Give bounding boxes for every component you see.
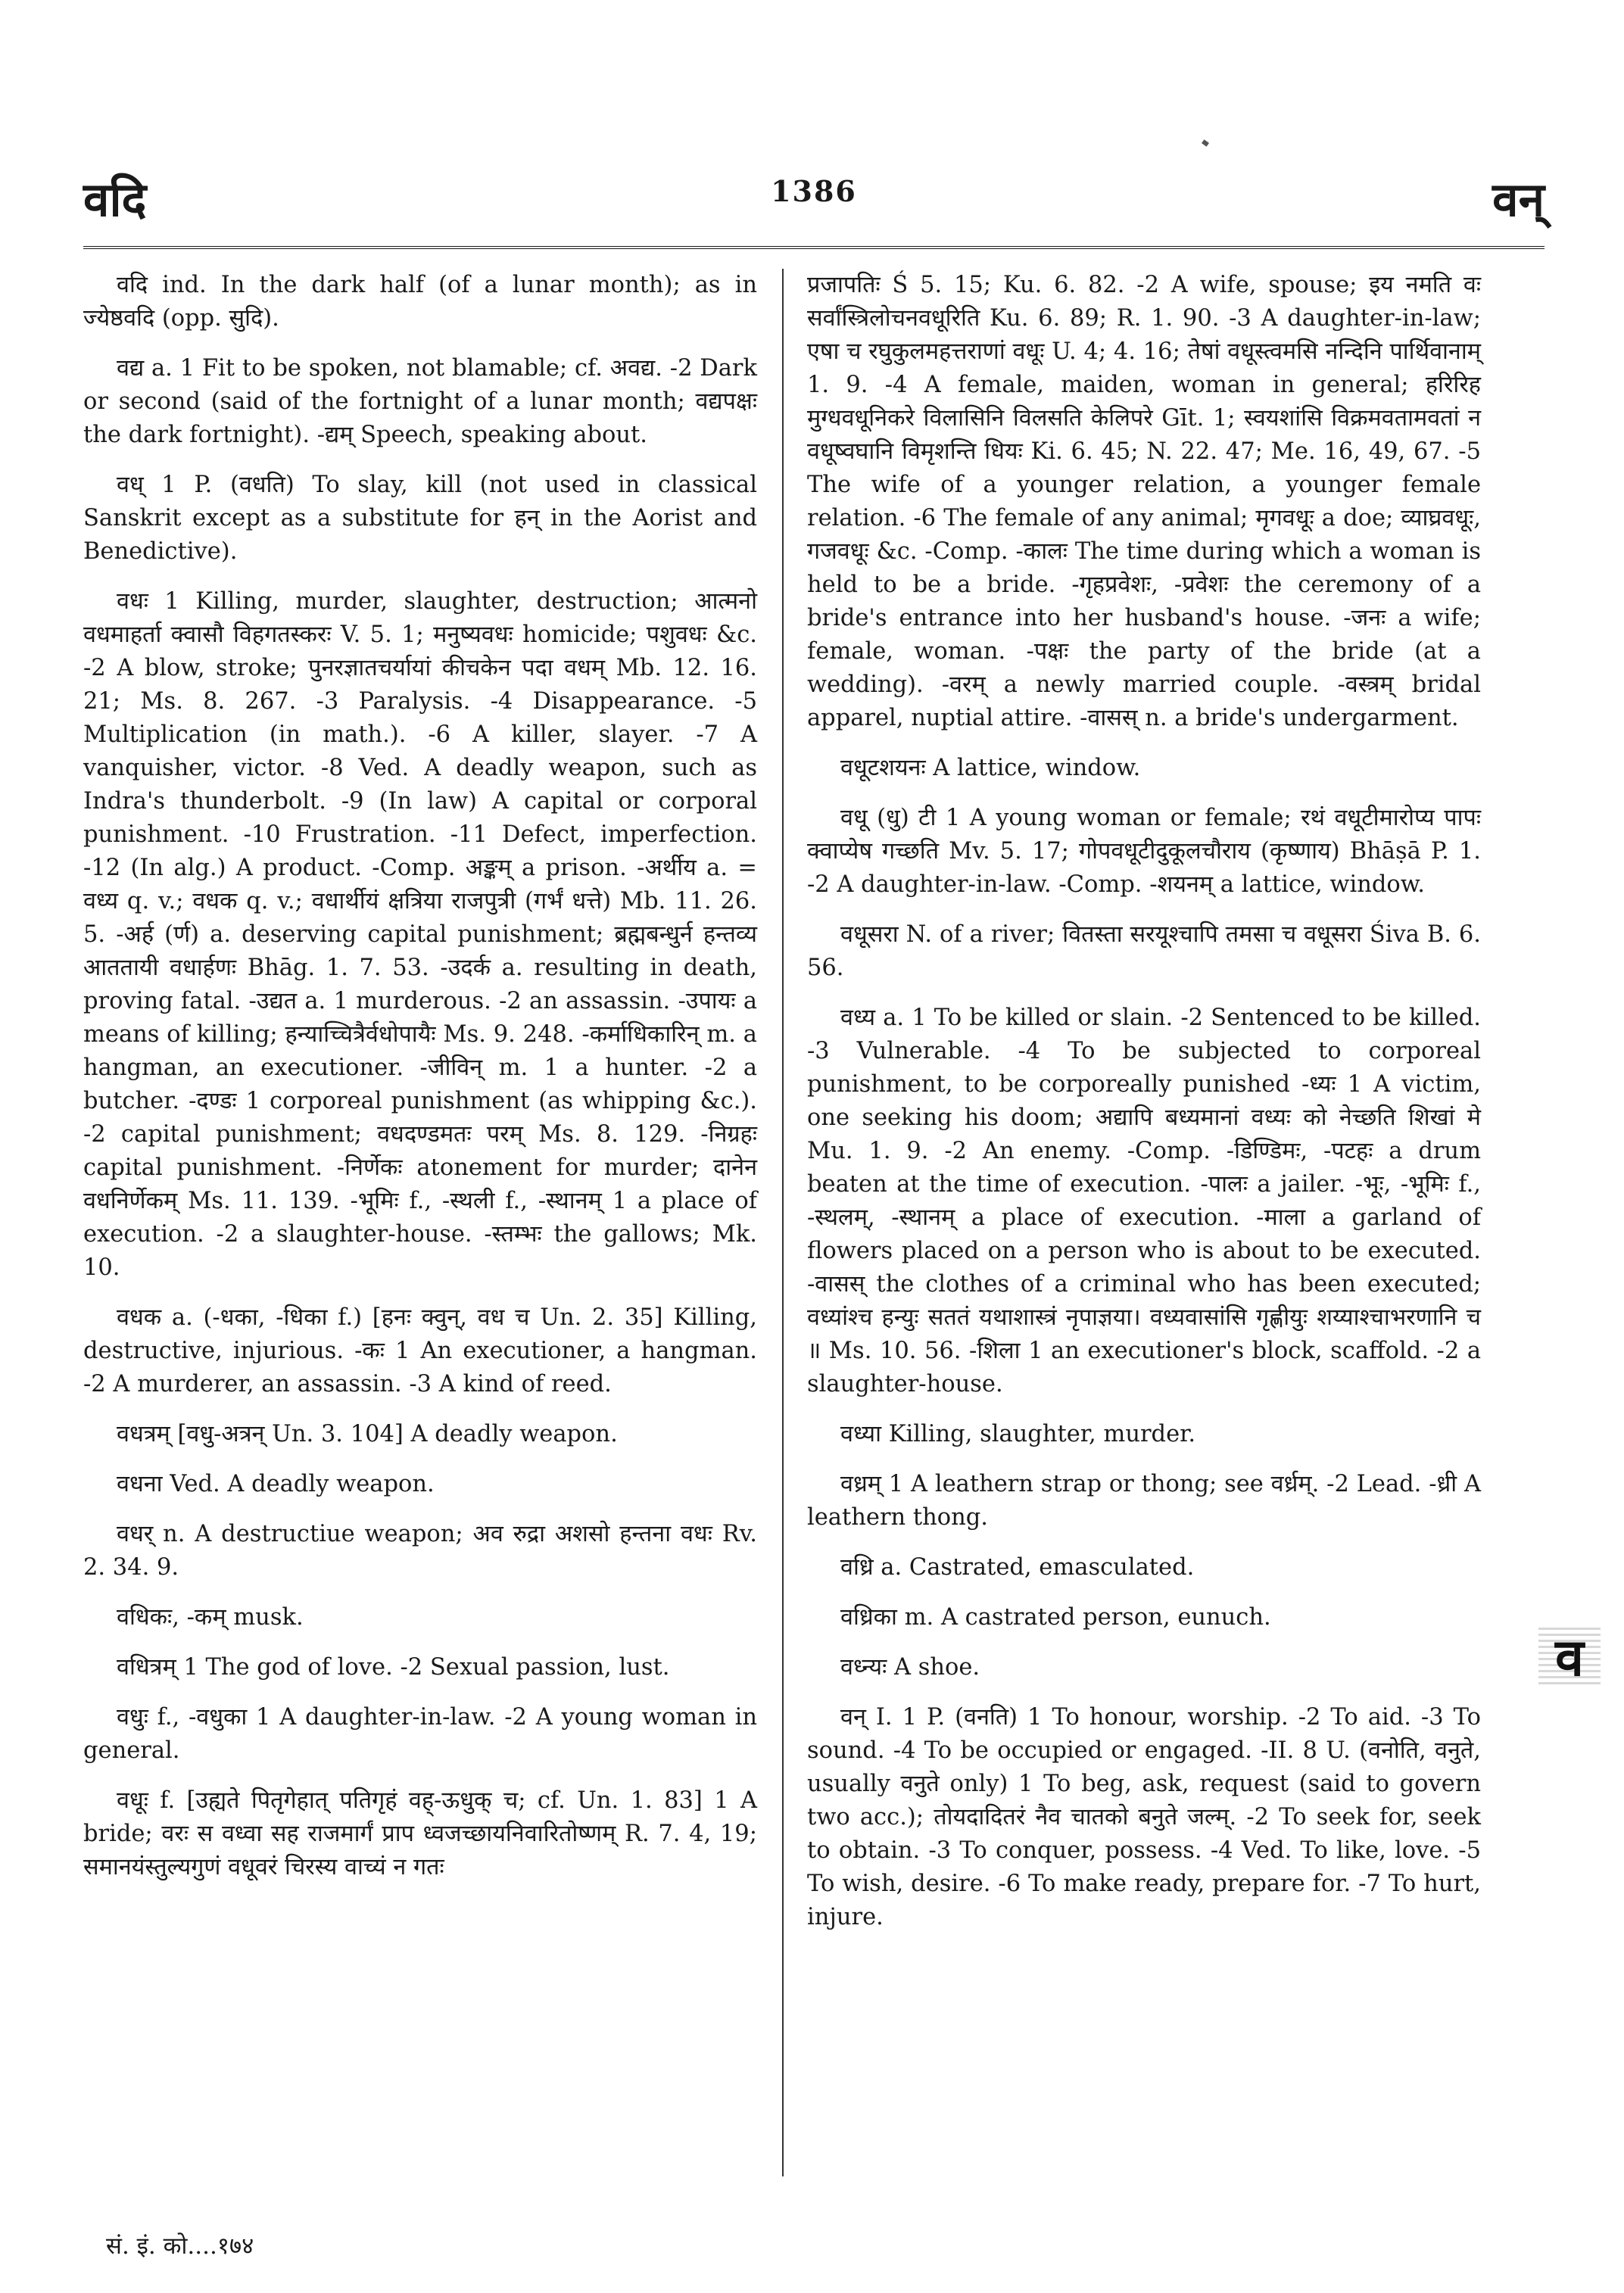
entry-vadhatram: वधत्रम् [वधु-अत्रन् Un. 3. 104] A deadly weapon. — [117, 1421, 618, 1447]
entry-vadhuu: वधूः f. [उह्यते पितृगेहात् पतिगृहं वह्-ऊधुक् च; cf. Un. 1. 83] 1 A bride; वरः स वध्वा सह राजमार्गं प्राप ध्वजच्छायनिवारितोष्णम् R. 7. 4, 19; समानयंस्तुल्यगुणं वधूवरं चिरस्य वाच्यं न गतः — [83, 1787, 757, 1880]
entry-vadi: वदि ind. In the dark half (of a lunar month); as in ज्येष्ठवदि (opp. सुदि). — [83, 272, 757, 332]
entry-vadhri: वध्रि a. Castrated, emasculated. — [840, 1554, 1195, 1581]
entry-vadh-verb: वध् 1 P. (वधति) To slay, kill (not used in classical Sanskrit except as a substitute for हन् in the Aorist and Benedictive). — [83, 472, 757, 565]
entry-vadhuu-continued: प्रजापतिः Ś 5. 15; Ku. 6. 82. -2 A wife, spouse; इय नमति वः सर्वांस्त्रिलोचनवधूरिति Ku. 6. 89; R. 1. 90. -3 A daughter-in-law; एषा च रघुकुलमहत्तराणां वधूः U. 4; 4. 16; तेषां वधूस्त्वमसि नन्दिनि पार्थिवानाम् 1. 9. -4 A female, maiden, woman in general; हरिरिह मुग्धवधूनिकरे विलासिनि विलसति केलिपरे Gīt. 1; स्वयशांसि विक्रमवतामवतां न वधूष्वघानि विमृशन्ति धियः Ki. 6. 45; N. 22. 47; Me. 16, 49, 67. -5 The wife of a younger relation, a younger female relation. -6 The female of any animal; मृगवधूः a doe; व्याघ्रवधूः, गजवधूः &c. -Comp. -कालः The time during which a woman is held to be a bride. -गृहप्रवेशः, -प्रवेशः the ceremony of a bride's entrance into her husband's house. -जनः a wife; female, woman. -पक्षः the party of the bride (at a wedding). -वरम् a newly married couple. -वस्त्रम् bridal apparel, nuptial attire. -वासस् n. a bride's undergarment. — [807, 272, 1481, 731]
entry-vadhikah: वधिकः, -कम् musk. — [117, 1604, 304, 1631]
thumb-index-tab: व — [1538, 1624, 1601, 1686]
right-running-headword: वन् — [1492, 172, 1545, 227]
entry-vadhuh: वधुः f., -वधुका 1 A daughter-in-law. -2 A young woman in general. — [83, 1704, 757, 1764]
left-running-headword: वदि — [83, 172, 147, 227]
entry-vadhaka: वधक a. (-धका, -धिका f.) [हनः क्वुन्, वध च Un. 2. 35] Killing, destructive, injurious. -कः 1 An executioner, a hangman. -2 A murderer, an assassin. -3 A kind of reed. — [83, 1304, 757, 1397]
page-number: 1386 — [771, 174, 857, 208]
entry-vadhnyah: वध्न्यः A shoe. — [840, 1654, 980, 1681]
entry-vadya: वद्य a. 1 Fit to be spoken, not blamable; cf. अवद्य. -2 Dark or second (said of the fortnight of a lunar month; वद्यपक्षः the dark fortnight). -द्यम् Speech, speaking about. — [83, 355, 757, 448]
signature-mark: सं. इं. को....१७४ — [106, 2232, 254, 2260]
entry-vadhitram: वधित्रम् 1 The god of love. -2 Sexual passion, lust. — [117, 1654, 670, 1681]
right-column — [807, 269, 1481, 2237]
entry-vadhram: वध्रम् 1 A leathern strap or thong; see वर्ध्रम्. -2 Lead. -ध्री A leathern thong. — [807, 1471, 1481, 1531]
entry-vadhah: वधः 1 Killing, murder, slaughter, destruction; आत्मनो वधमाहर्ता क्वासौ विहगतस्करः V. 5. 1; मनुष्यवधः homicide; पशुवधः &c. -2 A blow, stroke; पुनरज्ञातचर्यायां कीचकेन पदा वधम् Mb. 12. 16. 21; Ms. 8. 267. -3 Paralysis. -4 Disappearance. -5 Multiplication (in math.). -6 A killer, slayer. -7 A vanquisher, victor. -8 Ved. A deadly weapon, such as Indra's thunderbolt. -9 (In law) A capital or corporal punishment. -10 Frustration. -11 Defect, imperfection. -12 (In alg.) A product. -Comp. अङ्कम् a prison. -अर्थीय a. = वध्य q. v.; वधक q. v.; वधार्थीयं क्षत्रिया राजपुत्री (गर्भं धत्ते) Mb. 11. 26. 5. -अर्ह (र्ण) a. deserving capital punishment; ब्रह्मबन्धुर्न हन्तव्य आततायी वधार्हणः Bhāg. 1. 7. 53. -उदर्क a. resulting in death, proving fatal. -उद्यत a. 1 murderous. -2 an assassin. -उपायः a means of killing; हन्याच्चित्रैर्वधोपायैः Ms. 9. 248. -कर्माधिकारिन् m. a hangman, an executioner. -जीविन् m. 1 a hunter. -2 a butcher. -दण्डः 1 corporeal punishment (as whipping &c.). -2 capital punishment; वधदण्डमतः परम् Ms. 8. 129. -निग्रहः capital punishment. -निर्णेकः atonement for murder; दानेन वधनिर्णेकम् Ms. 11. 139. -भूमिः f., -स्थली f., -स्थानम् 1 a place of execution. -2 a slaughter-house. -स्तम्भः the gallows; Mk. 10. — [83, 588, 757, 1281]
entry-vadhana: वधना Ved. A deadly weapon. — [117, 1471, 435, 1497]
left-column — [83, 269, 757, 2161]
entry-vadhya: वध्य a. 1 To be killed or slain. -2 Sentenced to be killed. -3 Vulnerable. -4 To be subjected to corporeal punishment, to be corporeally punished -ध्यः 1 A victim, one seeking his doom; अद्यापि बध्यमानां वध्यः को नेच्छति शिखां मे Mu. 1. 9. -2 An enemy. -Comp. -डिण्डिमः, -पटहः a drum beaten at the time of execution. -पालः a jailer. -भूः, -भूमिः f., -स्थलम्, -स्थानम् a place of execution. -माला a garland of flowers placed on a person who is about to be executed. -वासस् the clothes of a criminal who has been executed; वध्यांश्च हन्युः सततं यथाशास्त्रं नृपाज्ञया। वध्यवासांसि गृह्णीयुः शय्याश्चाभरणानि च ॥ Ms. 10. 56. -शिला 1 an executioner's block, scaffold. -2 a slaughter-house. — [807, 1005, 1481, 1397]
stray-mark — [1202, 139, 1209, 147]
column-divider — [782, 269, 784, 2176]
entry-vadhyaa: वध्या Killing, slaughter, murder. — [840, 1421, 1196, 1447]
entry-vadhrika: वध्रिका m. A castrated person, eunuch. — [840, 1604, 1271, 1631]
entry-vadhuusara: वधूसरा N. of a river; वितस्ता सरयूश्चापि तमसा च वधूसरा Śiva B. 6. 56. — [807, 921, 1481, 981]
entry-vadhar: वधर् n. A destructiue weapon; अव रुद्रा अशसो हन्तना वधः Rv. 2. 34. 9. — [83, 1521, 757, 1581]
header-rule — [83, 246, 1545, 249]
entry-van-verb: वन् I. 1 P. (वनति) 1 To honour, worship. -2 To aid. -3 To sound. -4 To be occupied or engaged. -II. 8 U. (वनोति, वनुते, usually वनुते only) 1 To beg, ask, request (said to govern two acc.); तोयदादितरं नैव चातको बनुते जल्म्. -2 To seek for, seek to obtain. -3 To conquer, possess. -4 Ved. To like, love. -5 To wish, desire. -6 To make ready, prepare for. -7 To hurt, injure. — [807, 1704, 1481, 1930]
entry-vadhuutashayanah: वधूटशयनः A lattice, window. — [840, 755, 1141, 781]
entry-vadhuuti: वधू (धु) टी 1 A young woman or female; रथं वधूटीमारोप्य पापः क्वाप्येष गच्छति Mv. 5. 17; गोपवधूटीदुकूलचौराय (कृष्णाय) Bhāṣā P. 1. -2 A daughter-in-law. -Comp. -शयनम् a lattice, window. — [807, 805, 1481, 898]
